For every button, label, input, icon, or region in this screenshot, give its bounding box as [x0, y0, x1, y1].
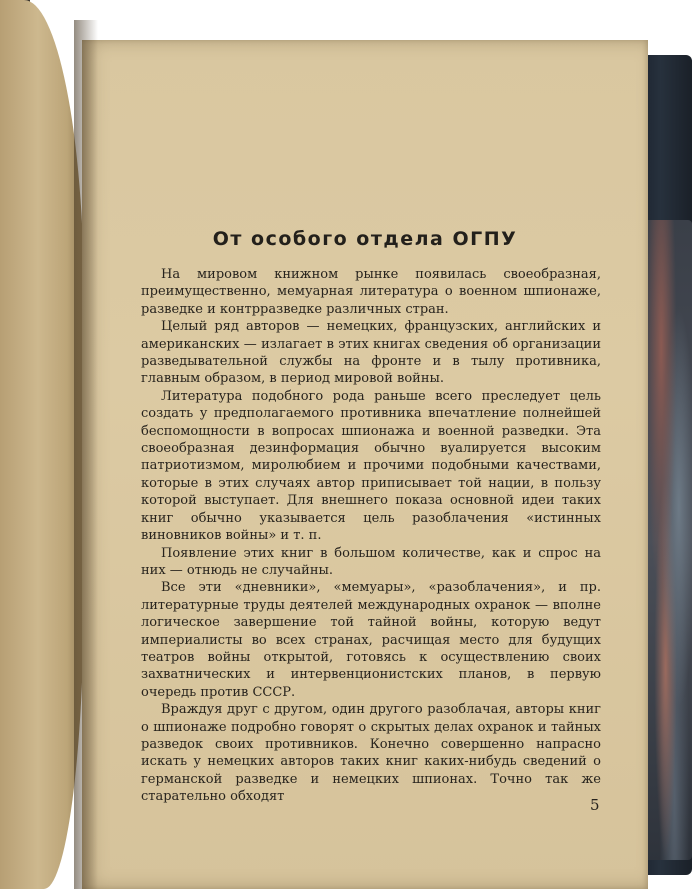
paragraph: Целый ряд авторов — немецких, французских, английских и американских — излагает в этих книгах сведения об организации разведывательной службы на фронте и в тылу противника, главным образом, в период мировой войны.	[141, 319, 601, 387]
paragraph: Появление этих книг в большом количестве, как и спрос на них — отнюдь не случайны.	[141, 545, 601, 578]
chapter-heading: От особого отдела ОГПУ	[212, 228, 518, 250]
paragraph: На мировом книжном рынке появилась своеобразная, преимущественно, мемуарная литература о военном шпионаже, разведке и контрразведке различных стран.	[141, 267, 601, 317]
paragraph: Все эти «дневники», «мемуары», «разоблачения», и пр. литературные труды деятелей международных охранок — вполне логическое завершение той тайной войны, которую ведут империалисты во всех странах, расчищая место для будущих театров войны открытой, готовясь к осуществлению своих захватнических и интервенционистских планов, в первую очередь против СССР.	[141, 580, 601, 700]
left-page-curl	[0, 0, 84, 889]
marbled-cover-edge	[648, 220, 692, 860]
page-number: 5	[590, 796, 600, 814]
paragraph: Литература подобного рода раньше всего преследует цель создать у предполагаемого противника впечатление полнейшей беспомощности в вопросах шпионажа и военной разведки. Эта своеобразная дезинформация обычно вуалируется высоким патриотизмом, миролюбием и прочими подобными качествами, которые в этих случаях автор приписывает той нации, в пользу которой выступает. Для внешнего показа основной идеи таких книг обычно указывается цель разоблачения «истинных виновников войны» и т. п.	[141, 388, 601, 544]
gutter-shadow	[74, 20, 98, 889]
body-text	[141, 266, 601, 806]
paragraph: Враждуя друг с другом, один другого разоблачая, авторы книг о шпионаже подробно говорят о скрытых делах охранок и тайных разведок своих противников. Конечно совершенно напрасно искать у немецких авторов таких книг каких-нибудь сведений о германской разведке и немецких шпионах. Точно так же старательно обходят	[141, 702, 601, 805]
